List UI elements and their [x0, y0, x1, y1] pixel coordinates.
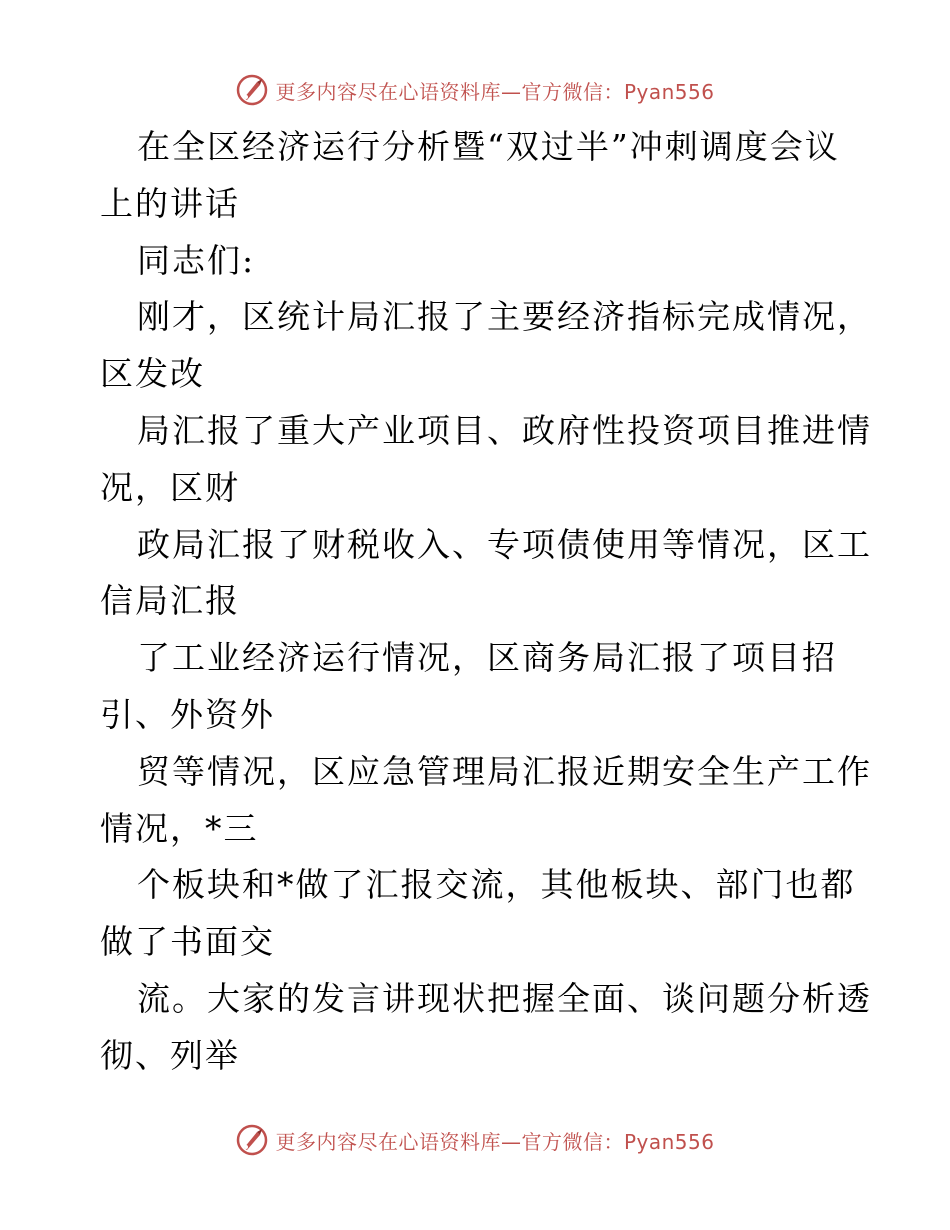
paragraph-line: 贸等情况，区应急管理局汇报近期安全生产工作	[137, 751, 872, 791]
quill-logo-icon	[235, 73, 269, 107]
salutation: 同志们:	[137, 240, 256, 280]
paragraph-line: 局汇报了重大产业项目、政府性投资项目推进情	[137, 410, 872, 450]
paragraph-line: 流。大家的发言讲现状把握全面、谈问题分析透	[137, 978, 872, 1018]
paragraph-line: 政局汇报了财税收入、专项债使用等情况，区工	[137, 524, 872, 564]
paragraph-line: 区发改	[100, 354, 205, 394]
document-body	[100, 119, 872, 1085]
footer-banner-text: 更多内容尽在心语资料库—官方微信：Pyan556	[275, 1129, 715, 1154]
header-banner	[0, 70, 950, 110]
quill-logo-icon	[235, 1123, 269, 1157]
paragraph-line: 彻、列举	[100, 1035, 240, 1075]
footer-banner	[0, 1120, 950, 1160]
paragraph-line: 信局汇报	[100, 581, 240, 621]
paragraph-line: 做了书面交	[100, 922, 275, 962]
paragraph-line: 况，区财	[100, 467, 240, 507]
header-banner-text: 更多内容尽在心语资料库—官方微信：Pyan556	[275, 79, 715, 104]
paragraph-line: 引、外资外	[100, 694, 275, 734]
title-line-2: 上的讲话	[100, 183, 240, 223]
paragraph-line: 刚才，区统计局汇报了主要经济指标完成情况，	[137, 297, 872, 337]
paragraph-line: 情况，*三	[100, 808, 259, 848]
paragraph-line: 了工业经济运行情况，区商务局汇报了项目招	[137, 638, 837, 678]
title-line-1: 在全区经济运行分析暨“双过半”冲刺调度会议	[137, 127, 840, 166]
paragraph-line: 个板块和*做了汇报交流，其他板块、部门也都	[137, 865, 856, 905]
